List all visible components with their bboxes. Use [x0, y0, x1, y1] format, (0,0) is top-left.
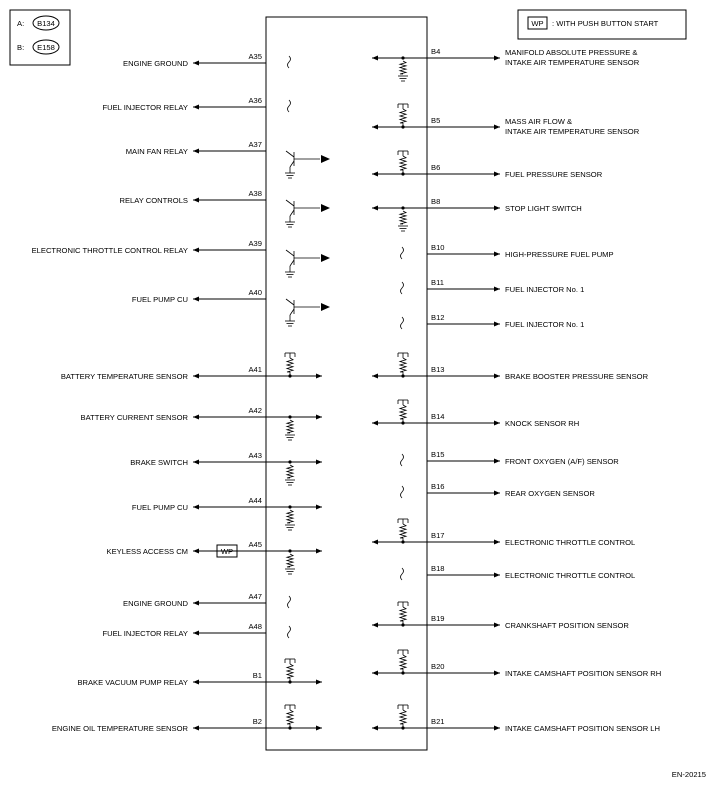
pin-label: A44 [248, 496, 262, 505]
right-circuit-B14 [372, 400, 579, 428]
left-circuit-A39 [32, 239, 330, 277]
signal-label: FUEL PRESSURE SENSOR [505, 170, 603, 179]
right-circuit-B5 [372, 104, 640, 136]
signal-label: MASS AIR FLOW & [505, 117, 573, 126]
pin-label: B5 [431, 116, 441, 125]
right-circuit-B8 [372, 197, 582, 231]
signal-label: FRONT OXYGEN (A/F) SENSOR [505, 457, 619, 466]
connector-legend [10, 10, 70, 65]
signal-label: ENGINE GROUND [123, 599, 188, 608]
pin-label: B14 [431, 412, 445, 421]
wp-label: WP [220, 547, 234, 556]
pin-label: A42 [248, 406, 262, 415]
left-circuit-B1 [77, 659, 322, 687]
pin-label: A40 [248, 288, 262, 297]
left-circuit-A38 [119, 189, 330, 227]
pin-label: B13 [431, 365, 445, 374]
left-circuit-A45 [107, 540, 322, 574]
right-circuit-B16 [401, 482, 596, 498]
pin-label: B4 [431, 47, 441, 56]
left-circuit-A44 [132, 496, 322, 530]
left-circuit-A48 [102, 622, 290, 638]
pin-label: A37 [248, 140, 262, 149]
pin-label: B17 [431, 531, 445, 540]
pin-label: A45 [248, 540, 262, 549]
left-circuit-A43 [130, 451, 322, 485]
legend-b-label: B: [17, 43, 25, 52]
pin-label: B19 [431, 614, 445, 623]
wp-legend-text: : WITH PUSH BUTTON START [552, 19, 659, 28]
legend-b-connector: E158 [37, 43, 55, 52]
figure-code: EN-20215 [671, 770, 706, 779]
right-circuit-B20 [372, 650, 661, 678]
signal-label: ENGINE OIL TEMPERATURE SENSOR [51, 724, 188, 733]
legend-a-connector: B134 [37, 19, 55, 28]
signal-label: BATTERY TEMPERATURE SENSOR [60, 372, 188, 381]
pin-label: B11 [431, 278, 444, 287]
right-circuit-B10 [401, 243, 614, 259]
signal-label: KEYLESS ACCESS CM [106, 547, 188, 556]
legend-a-label: A: [17, 19, 25, 28]
left-circuit-A41 [61, 353, 322, 381]
signal-label: BRAKE BOOSTER PRESSURE SENSOR [505, 372, 649, 381]
signal-label: ELECTRONIC THROTTLE CONTROL RELAY [31, 246, 188, 255]
pin-label: B20 [431, 662, 445, 671]
pin-label: B16 [431, 482, 445, 491]
signal-label: INTAKE CAMSHAFT POSITION SENSOR LH [505, 724, 660, 733]
right-circuit-B11 [401, 278, 585, 294]
right-circuit-B18 [401, 564, 636, 580]
pin-label: B8 [431, 197, 441, 206]
signal-label: FUEL PUMP CU [131, 295, 188, 304]
pin-label: B18 [431, 564, 445, 573]
pin-label: A41 [248, 365, 262, 374]
wires [32, 47, 662, 733]
pin-label: B2 [252, 717, 262, 726]
right-circuit-B21 [372, 705, 660, 733]
pin-label: B6 [431, 163, 441, 172]
signal-label: BRAKE SWITCH [130, 458, 188, 467]
pin-label: A38 [248, 189, 262, 198]
left-circuit-A37 [126, 140, 330, 178]
signal-label-line2: INTAKE AIR TEMPERATURE SENSOR [505, 58, 640, 67]
signal-label: FUEL INJECTOR RELAY [102, 629, 188, 638]
right-circuit-B17 [372, 519, 635, 547]
left-circuit-A47 [123, 592, 290, 608]
signal-label: RELAY CONTROLS [119, 196, 188, 205]
wp-legend-box-text: WP [531, 19, 544, 28]
pin-label: B15 [431, 450, 445, 459]
pin-label: A36 [248, 96, 262, 105]
signal-label: MANIFOLD ABSOLUTE PRESSURE & [505, 48, 638, 57]
signal-label: CRANKSHAFT POSITION SENSOR [505, 621, 629, 630]
pin-label: B12 [431, 313, 445, 322]
pin-label: A43 [248, 451, 262, 460]
pin-label: B1 [252, 671, 262, 680]
left-circuit-A40 [132, 288, 330, 326]
pin-label: A39 [248, 239, 262, 248]
signal-label: INTAKE CAMSHAFT POSITION SENSOR RH [505, 669, 662, 678]
pin-label: A35 [248, 52, 262, 61]
left-circuit-A42 [81, 406, 322, 440]
signal-label: HIGH-PRESSURE FUEL PUMP [505, 250, 614, 259]
right-circuit-B15 [401, 450, 620, 466]
signal-label: FUEL INJECTOR No. 1 [505, 320, 585, 329]
signal-label: STOP LIGHT SWITCH [505, 204, 582, 213]
pin-label: A48 [248, 622, 262, 631]
pin-label: A47 [248, 592, 262, 601]
right-circuit-B6 [372, 151, 603, 179]
right-circuit-B19 [372, 602, 629, 630]
right-circuit-B13 [372, 353, 649, 381]
signal-label: ENGINE GROUND [123, 59, 188, 68]
signal-label: KNOCK SENSOR RH [505, 419, 580, 428]
signal-label: BRAKE VACUUM PUMP RELAY [77, 678, 188, 687]
pin-label: B21 [431, 717, 445, 726]
signal-label: FUEL INJECTOR RELAY [102, 103, 188, 112]
left-circuit-A36 [102, 96, 290, 112]
signal-label: FUEL INJECTOR No. 1 [505, 285, 585, 294]
signal-label: FUEL PUMP CU [131, 503, 188, 512]
pin-label: B10 [431, 243, 445, 252]
wp-legend [518, 10, 686, 39]
signal-label-line2: INTAKE AIR TEMPERATURE SENSOR [505, 127, 640, 136]
right-circuit-B12 [401, 313, 585, 329]
signal-label: ELECTRONIC THROTTLE CONTROL [505, 538, 636, 547]
signal-label: BATTERY CURRENT SENSOR [80, 413, 188, 422]
signal-label: REAR OXYGEN SENSOR [505, 489, 595, 498]
left-circuit-A35 [123, 52, 290, 68]
signal-label: ELECTRONIC THROTTLE CONTROL [505, 571, 636, 580]
left-circuit-B2 [52, 705, 322, 733]
right-circuit-B4 [372, 47, 640, 81]
signal-label: MAIN FAN RELAY [125, 147, 188, 156]
